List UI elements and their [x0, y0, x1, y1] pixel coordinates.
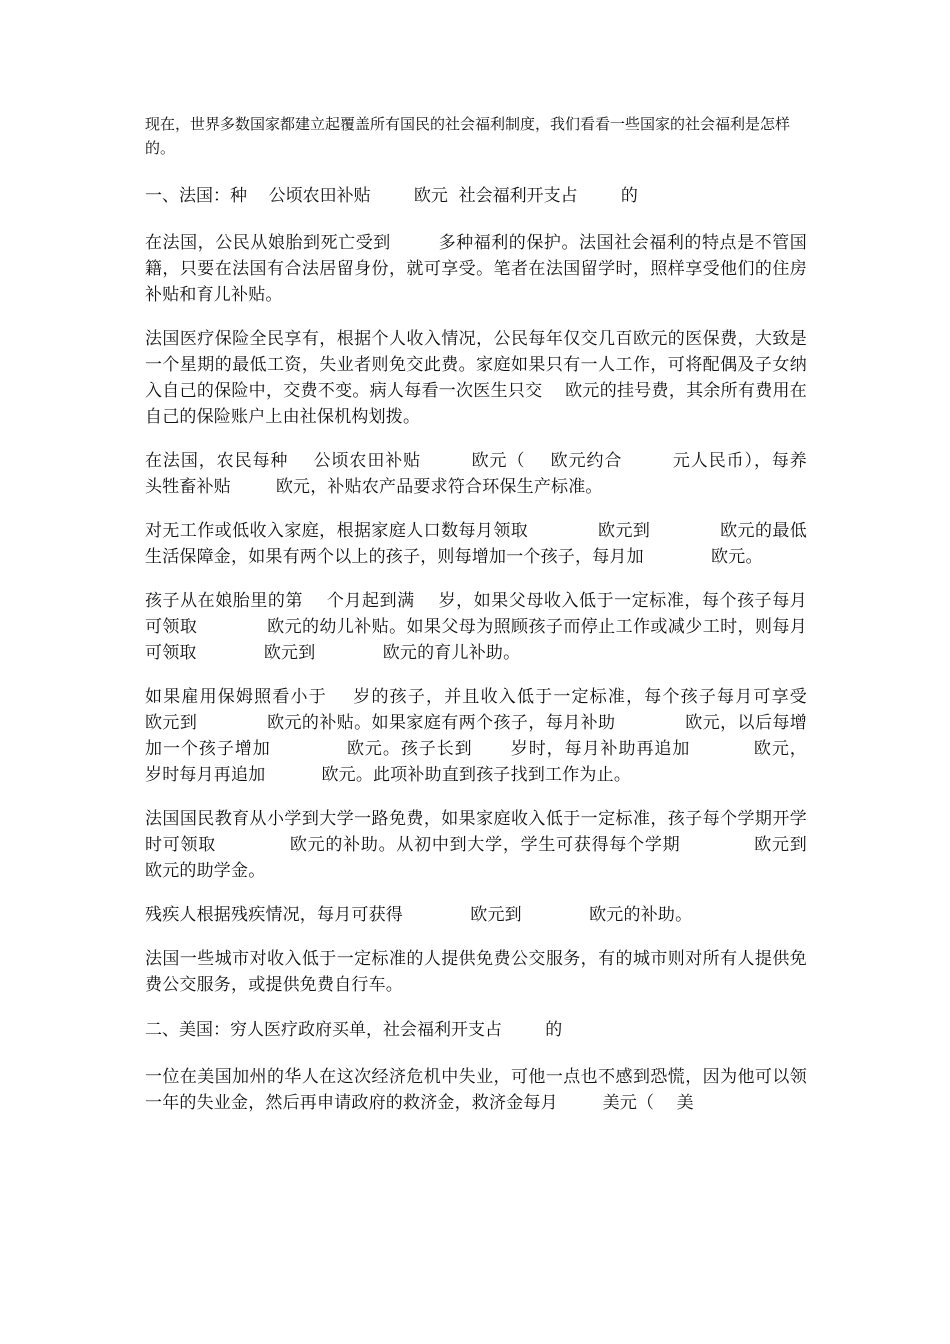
- section-heading-usa: 二、美国：穷人医疗政府买单，社会福利开支占 的: [145, 1020, 563, 1040]
- paragraph-france-4: 对无工作或低收入家庭，根据家庭人口数每月领取 欧元到 欧元的最低生活保障金，如果有两个以上的孩子，则每增加一个孩子，每月加 欧元。: [145, 521, 807, 567]
- paragraph-france-1: 在法国，公民从娘胎到死亡受到 多种福利的保护。法国社会福利的特点是不管国籍，只要在法国有合法居留身份，就可享受。笔者在法国留学时，照样享受他们的住房补贴和育儿补贴。: [145, 233, 807, 305]
- document-page: [145, 112, 875, 1134]
- paragraph-france-9: 法国一些城市对收入低于一定标准的人提供免费公交服务，有的城市则对所有人提供免费公交服务，或提供免费自行车。: [145, 949, 807, 995]
- paragraph-usa-1: 一位在美国加州的华人在这次经济危机中失业，可他一点也不感到恐慌，因为他可以领一年的失业金，然后再申请政府的救济金，救济金每月 美元（ 美: [145, 1067, 807, 1113]
- paragraph-france-8: 残疾人根据残疾情况，每月可获得 欧元到 欧元的补助。: [145, 905, 693, 925]
- paragraph-france-3: 在法国，农民每种 公顷农田补贴 欧元（ 欧元约合 元人民币），每养 头牲畜补贴 欧元，补贴农产品要求符合环保生产标准。: [145, 451, 830, 497]
- intro-paragraph: 现在，世界多数国家都建立起覆盖所有国民的社会福利制度，我们看看一些国家的社会福利是怎样的。: [145, 115, 791, 157]
- paragraph-france-7: 法国国民教育从小学到大学一路免费，如果家庭收入低于一定标准，孩子每个学期开学时可领取 欧元的补助。从初中到大学，学生可获得每个学期 欧元到 欧元的助学金。: [145, 809, 864, 881]
- paragraph-france-2: 法国医疗保险全民享有，根据个人收入情况，公民每年仅交几百欧元的医保费，大致是一个星期的最低工资，失业者则免交此费。家庭如果只有一人工作，可将配偶及子女纳入自己的保险中，交费不变。病人每看一次医生只交 欧元的挂号费，其余所有费用在自己的保险账户上由社保机构划拨。: [145, 329, 807, 427]
- section-heading-france: 一、法国：种 公顷农田补贴 欧元 社会福利开支占 的: [145, 186, 638, 206]
- paragraph-france-6: 如果雇用保姆照看小于 岁的孩子，并且收入低于一定标准，每个孩子每月可享受 欧元到 欧元的补贴。如果家庭有两个孩子，每月补助 欧元，以后每增加一个孩子增加 欧元。孩子长到 岁时，每月补助再追加 欧元， 岁时每月再追加 欧元。此项补助直到孩子找到工作为止。: [145, 687, 875, 785]
- paragraph-france-5: 孩子从在娘胎里的第 个月起到满 岁，如果父母收入低于一定标准，每个孩子每月可领取 欧元的幼儿补贴。如果父母为照顾孩子而停止工作或减少工时，则每月可领取 欧元到 欧元的育儿补助。: [145, 591, 807, 663]
